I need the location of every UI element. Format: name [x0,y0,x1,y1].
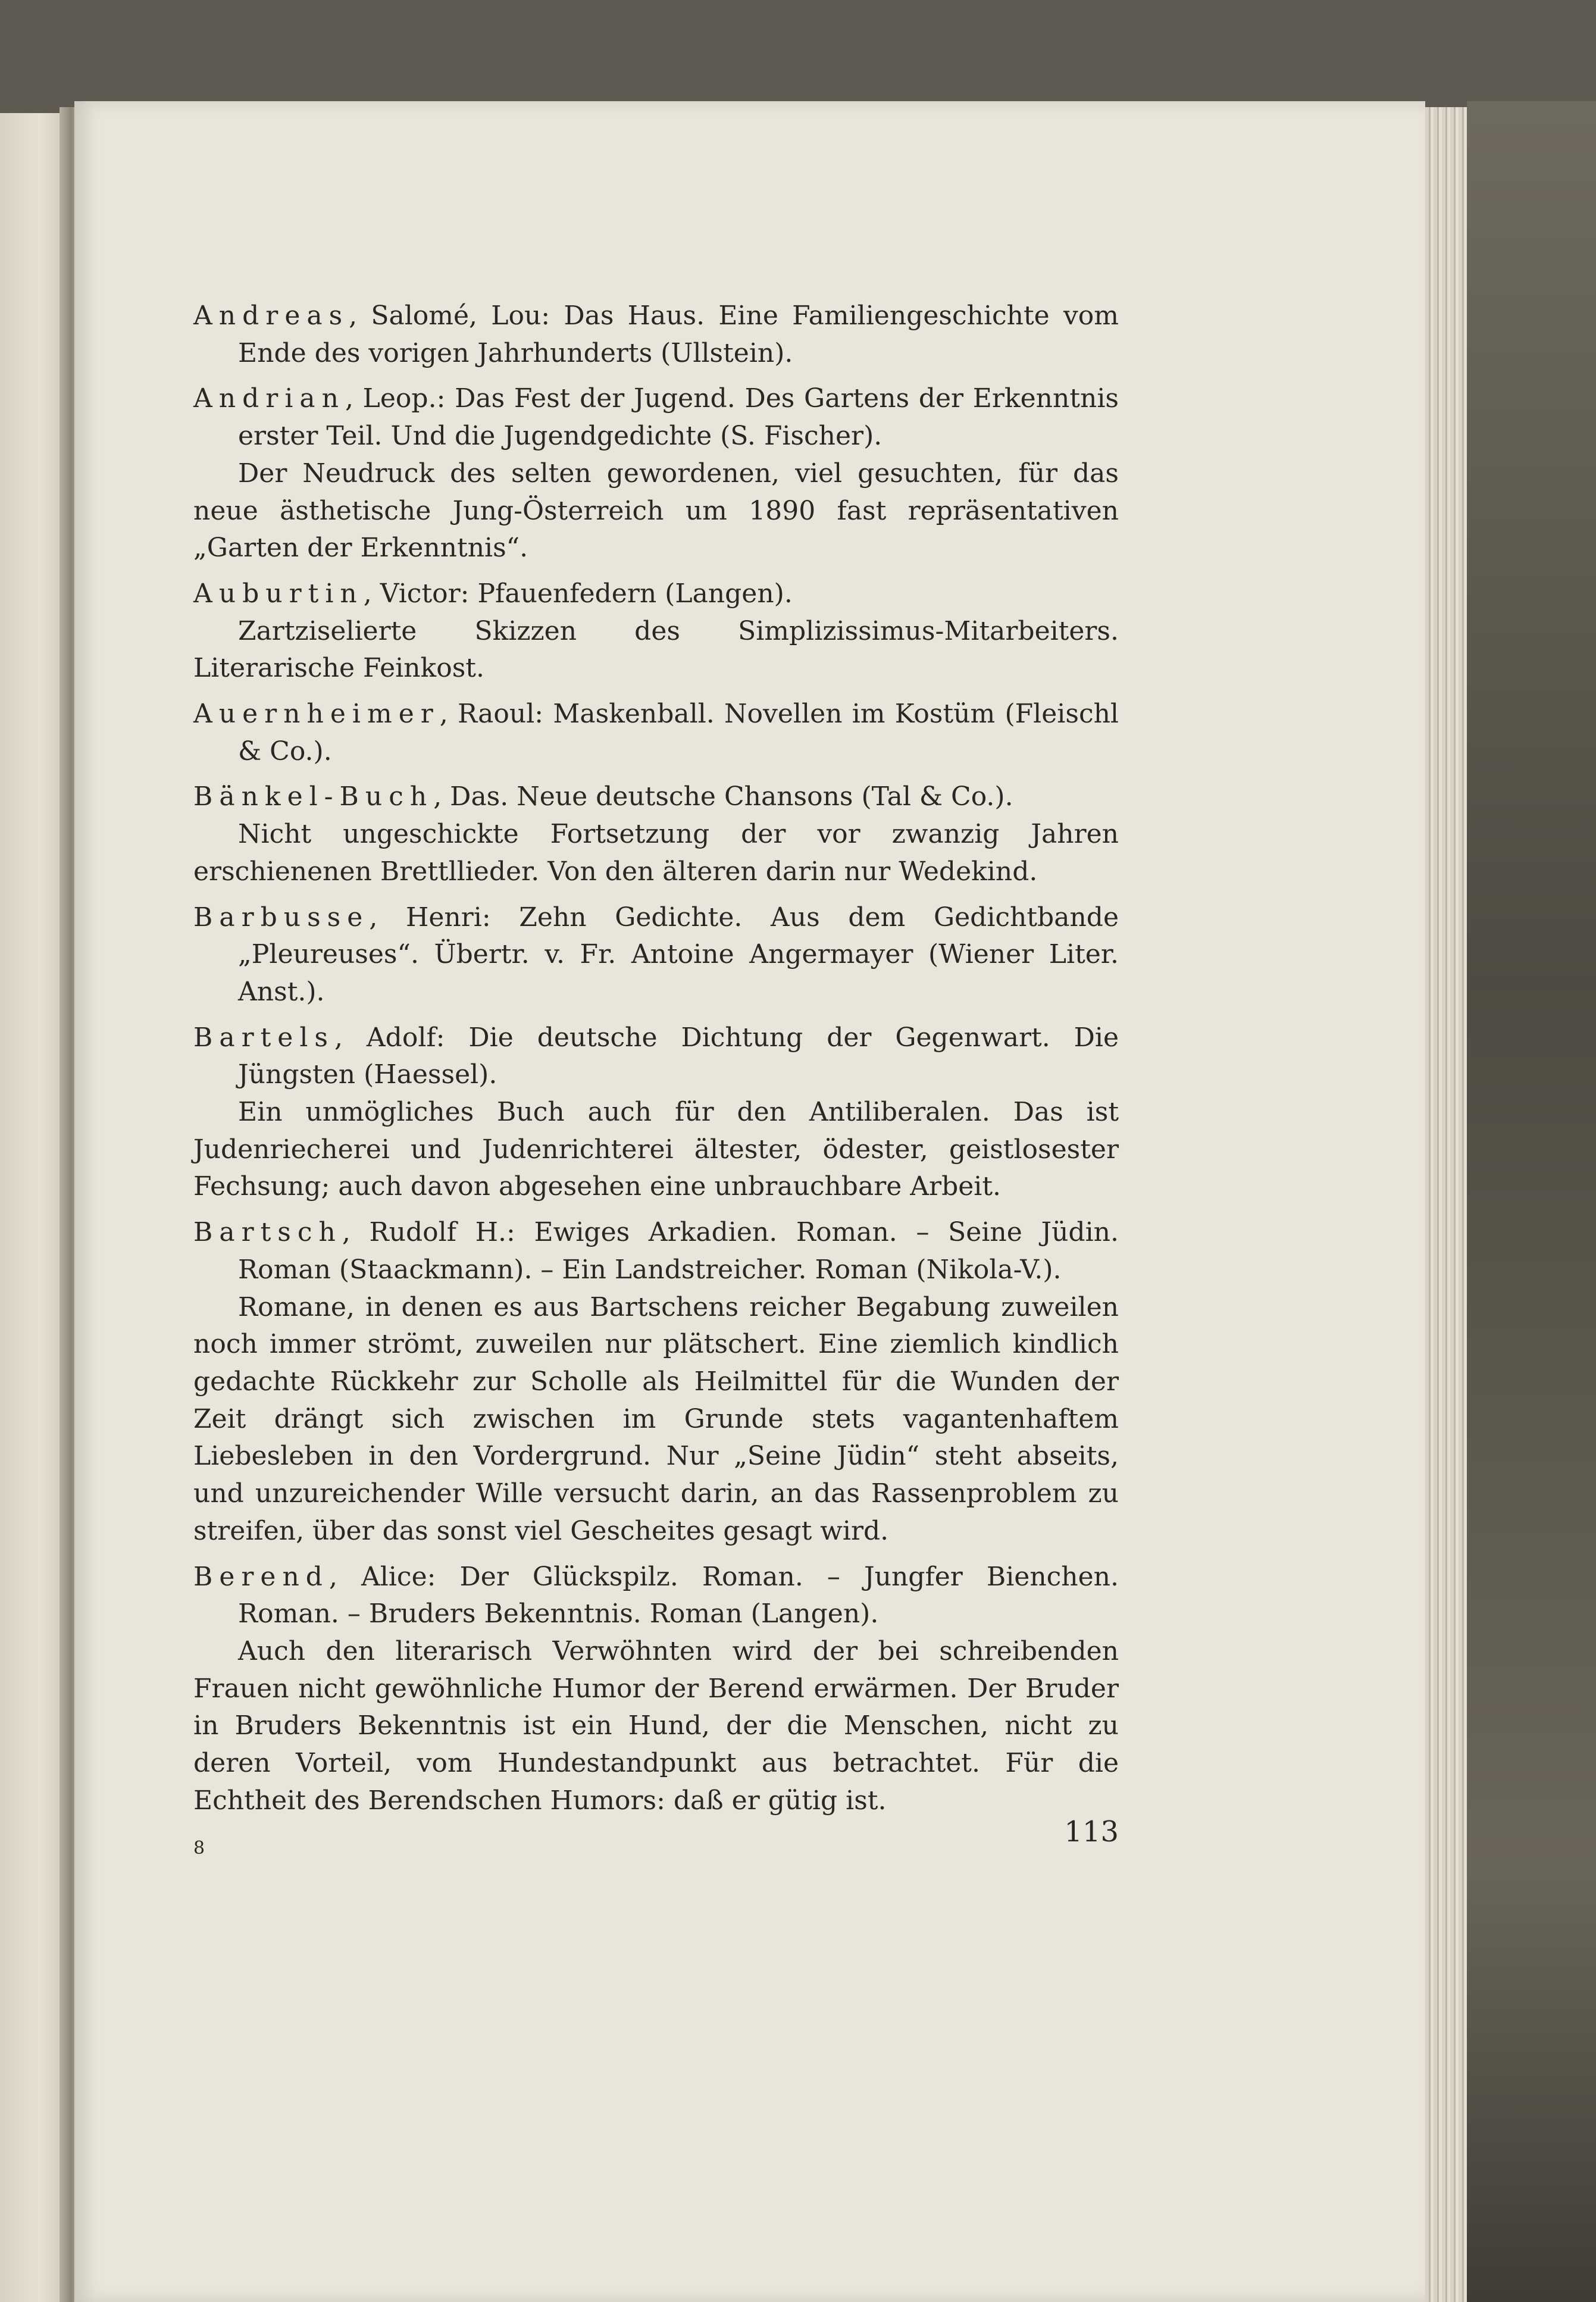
entry-comment: Ein unmögliches Buch auch für den Antiliberalen. Das ist Judenriecherei und Judenrichterei ältester, ödester, geistlosester Fechsung; auch davon abgesehen eine unbrauchbare Arbeit. [193,1097,1119,1202]
entry-author: Auernheimer [193,699,440,730]
entry-bartsch [193,1214,1119,1288]
entry-rest: , Alice: Der Glückspilz. Roman. – Jungfer Bienchen. Roman. – Bruders Bekenntnis. Roman (Langen). [238,1561,1119,1629]
entry-rest: , Victor: Pfauenfedern (Langen). [363,578,793,609]
entry-comment: Romane, in denen es aus Bartschens reicher Begabung zuweilen noch immer strömt, zuweilen nur plätschert. Eine ziemlich kindlich gedachte Rückkehr zur Scholle als Heilmittel für die Wunden der Zeit drängt sich zwischen im Grunde stets vagantenhaftem Liebesleben in den Vordergrund. Nur „Seine Jüdin“ steht abseits, und unzureichender Wille versucht darin, an das Rassenproblem zu streifen, über das sonst viel Gescheites gesagt wird. [193,1291,1119,1546]
entry-rest: , Rudolf H.: Ewiges Arkadien. Roman. – Seine Jüdin. Roman (Staackmann). – Ein Landstreicher. Roman (Nikola-V.). [238,1217,1119,1285]
entry-author: Auburtin [193,578,364,609]
entry-rest: , Leop.: Das Fest der Jugend. Des Gartens der Erkenntnis erster Teil. Und die Jugendgedichte (S. Fischer). [238,383,1119,452]
page-stack-edge [1425,107,1467,2302]
entry-author: Andrian [193,383,345,414]
entry-author: Bartsch [193,1217,342,1248]
entry-rest: , Salomé, Lou: Das Haus. Eine Familiengeschichte vom Ende des vorigen Jahrhunderts (Ullstein). [238,301,1119,368]
page-number: 113 [1064,1815,1119,1849]
entry-comment: Auch den literarisch Verwöhnten wird der bei schreibenden Frauen nicht gewöhnliche Humor der Berend erwärmen. Der Bruder in Bruders Bekenntnis ist ein Hund, der die Menschen, nicht zu deren Vorteil, vom Hundestandpunkt aus betrachtet. Für die Echtheit des Berendschen Humors: daß er gütig ist. [193,1635,1119,1816]
signature-mark: 8 [193,1838,205,1859]
entry-rest: , Adolf: Die deutsche Dichtung der Gegenwart. Die Jüngsten (Haessel). [238,1022,1119,1090]
entry-author: Bänkel-Buch [193,781,434,812]
entry-comment: Nicht ungeschickte Fortsetzung der vor zwanzig Jahren erschienenen Brettllieder. Von den älteren darin nur Wedekind. [193,819,1119,887]
entry-andreas [193,298,1119,372]
entry-baenkel-buch [193,778,1119,816]
entry-berend [193,1559,1119,1633]
page-text [193,298,1119,1819]
entry-rest: , Henri: Zehn Gedichte. Aus dem Gedichtbande „Pleureuses“. Übertr. v. Fr. Antoine Angermayer (Wiener Liter. Anst.). [238,902,1119,1007]
entry-bartels [193,1019,1119,1094]
entry-author: Bartels [193,1022,334,1053]
book-cover-edge [1467,101,1596,2302]
entry-andrian [193,380,1119,455]
entry-author: Andreas [193,301,349,331]
entry-rest: , Raoul: Maskenball. Novellen im Kostüm (Fleischl & Co.). [238,699,1119,767]
entry-author: Barbusse [193,902,370,933]
entry-comment: Zartziselierte Skizzen des Simplizissimus-Mitarbeiters. Literarische Feinkost. [193,615,1119,684]
entry-auburtin [193,576,1119,613]
entry-rest: , Das. Neue deutsche Chansons (Tal & Co.). [433,781,1013,812]
entry-author: Berend [193,1561,329,1592]
entry-comment: Der Neudruck des selten gewordenen, viel gesuchten, für das neue ästhetische Jung-Österreich um 1890 fast repräsentativen „Garten der Erkenntnis“. [193,458,1119,564]
entry-auernheimer [193,696,1119,770]
entry-barbusse [193,899,1119,1011]
